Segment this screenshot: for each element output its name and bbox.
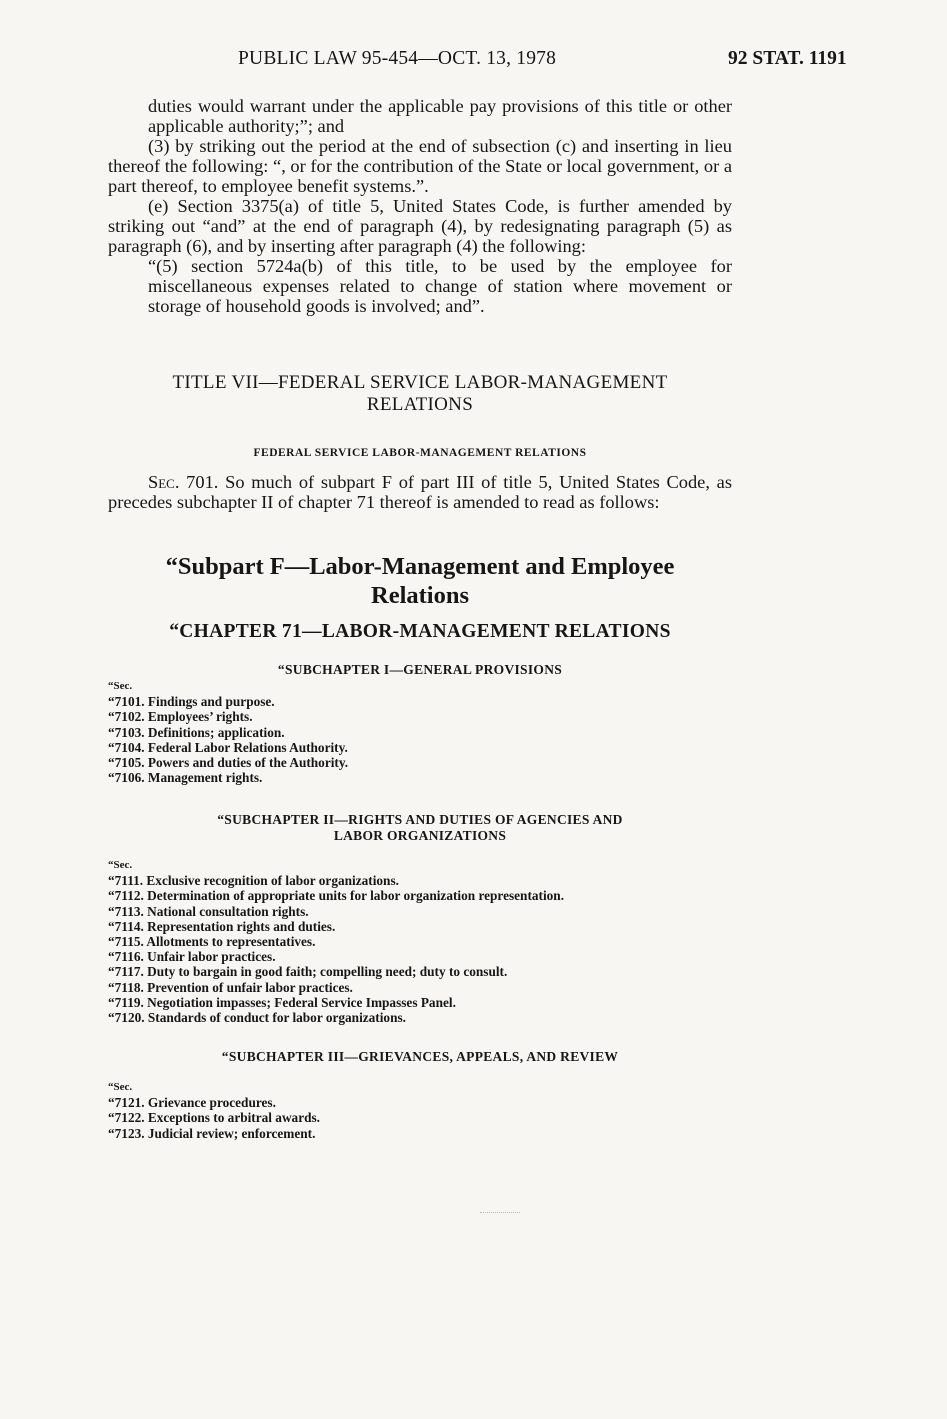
subchapter-2-heading-line1: “SUBCHAPTER II—RIGHTS AND DUTIES OF AGENCIES AND [217,812,623,827]
subchapter-3-heading: “SUBCHAPTER III—GRIEVANCES, APPEALS, AND REVIEW [221,1049,619,1064]
toc-item: “7106. Management rights. [108,770,263,786]
toc-sec-label: “Sec. [108,859,133,871]
toc-item: “7115. Allotments to representatives. [108,934,316,950]
paragraph-3 [108,136,732,196]
paragraph-quoted-5: “(5) section 5724a(b) of this title, to be used by the employee for miscellaneous expenses related to change of station where movement or storage of household goods is involved; and”. [148,256,732,316]
subpart-line2: Relations [371,582,469,609]
page-header-stat-citation: 92 STAT. 1191 [728,48,847,69]
toc-item: “7118. Prevention of unfair labor practices. [108,979,353,995]
title-vii-line1: TITLE VII—FEDERAL SERVICE LABOR-MANAGEMENT [172,372,668,393]
section-heading: FEDERAL SERVICE LABOR-MANAGEMENT RELATIONS [253,447,587,459]
toc-item: “7119. Negotiation impasses; Federal Service Impasses Panel. [108,994,456,1010]
toc-list [108,873,732,1025]
section-701-paragraph [108,472,732,512]
page-header [0,48,947,74]
subchapter-2-toc [108,858,732,1025]
toc-sec-label: “Sec. [108,1081,133,1093]
paragraph-e: (e) Section 3375(a) of title 5, United States Code, is further amended by striking out “and” at the end of paragraph (4), by redesignating paragraph (5) as paragraph (6), and by inserting after paragraph (4) the following: [108,196,732,256]
toc-item: “7111. Exclusive recognition of labor organizations. [108,873,399,889]
subchapter-1-toc [108,679,732,785]
toc-item: “7123. Judicial review; enforcement. [108,1125,316,1141]
toc-item: “7101. Findings and purpose. [108,694,275,710]
toc-item: “7117. Duty to bargain in good faith; compelling need; duty to consult. [108,964,508,980]
opening-paragraphs [108,96,732,316]
toc-item: “7121. Grievance procedures. [108,1095,276,1111]
toc-item: “7116. Unfair labor practices. [108,949,276,965]
subpart-heading [108,552,732,610]
subchapter-2-heading [108,812,732,844]
subchapter-3-toc [108,1080,732,1141]
toc-item: “7120. Standards of conduct for labor organizations. [108,1010,406,1026]
section-701-label: Sec. [148,472,180,492]
toc-list [108,1095,732,1141]
paragraph-continuation: duties would warrant under the applicable pay provisions of this title or other applicable authority;”; and [148,96,732,136]
toc-item: “7105. Powers and duties of the Authority. [108,755,349,771]
print-speck [480,1212,520,1215]
title-vii-line2: RELATIONS [366,394,474,415]
paragraph-3-text: (3) by striking out the period at the end of subsection (c) and inserting in lieu thereof the following: “, or for the contribution of the State or local government, or a part thereof, to employee benefit systems.”. [108,136,732,196]
title-vii-heading [108,372,732,416]
subpart-line1: “Subpart F—Labor-Management and Employee [165,553,675,580]
toc-list [108,694,732,785]
chapter-heading: “CHAPTER 71—LABOR-MANAGEMENT RELATIONS [169,621,671,642]
toc-item: “7104. Federal Labor Relations Authority. [108,739,348,755]
page-header-title: PUBLIC LAW 95-454—OCT. 13, 1978 [238,48,557,69]
toc-item: “7122. Exceptions to arbitral awards. [108,1110,321,1126]
subchapter-2-heading-line2: LABOR ORGANIZATIONS [333,828,507,843]
toc-sec-label: “Sec. [108,680,133,692]
toc-item: “7113. National consultation rights. [108,903,309,919]
toc-item: “7102. Employees’ rights. [108,709,253,725]
subchapter-1-heading: “SUBCHAPTER I—GENERAL PROVISIONS [277,662,563,677]
toc-item: “7114. Representation rights and duties. [108,918,336,934]
toc-item: “7103. Definitions; application. [108,724,285,740]
section-701 [108,472,732,512]
section-701-text: 701. So much of subpart F of part III of title 5, United States Code, as precedes subchapter II of chapter 71 thereof is amended to read as follows: [108,472,732,512]
toc-item: “7112. Determination of appropriate units for labor organization representation. [108,888,565,904]
